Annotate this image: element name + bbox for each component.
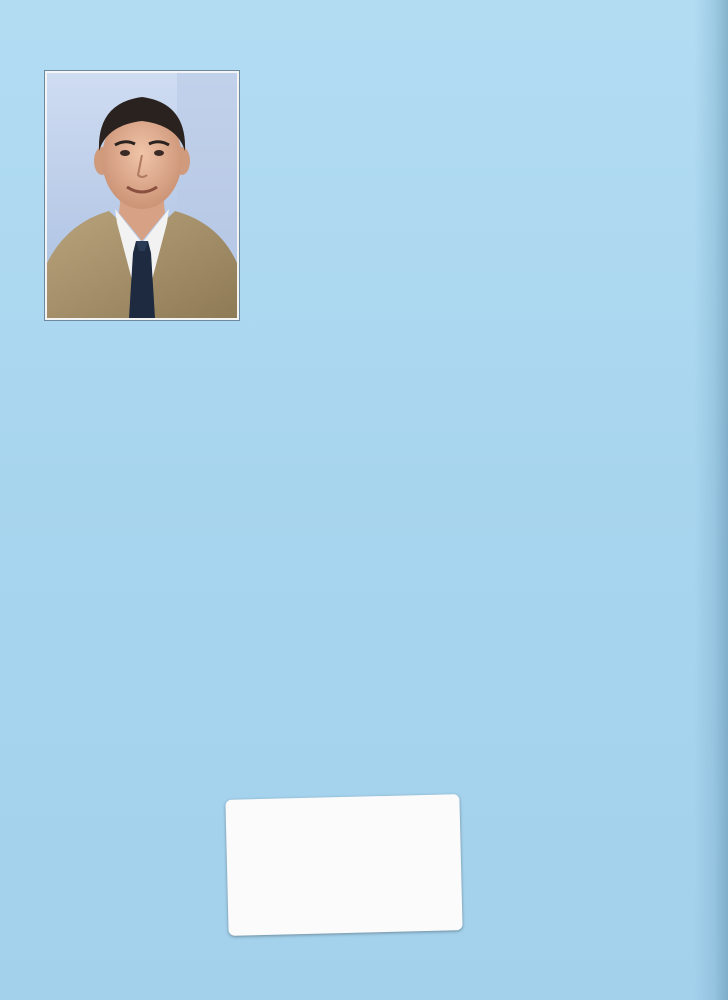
price-sticker (225, 794, 462, 936)
author-portrait-icon (47, 73, 237, 318)
barcode-icon (236, 825, 365, 878)
spine-shadow (694, 0, 728, 1000)
author-photo (45, 71, 239, 320)
